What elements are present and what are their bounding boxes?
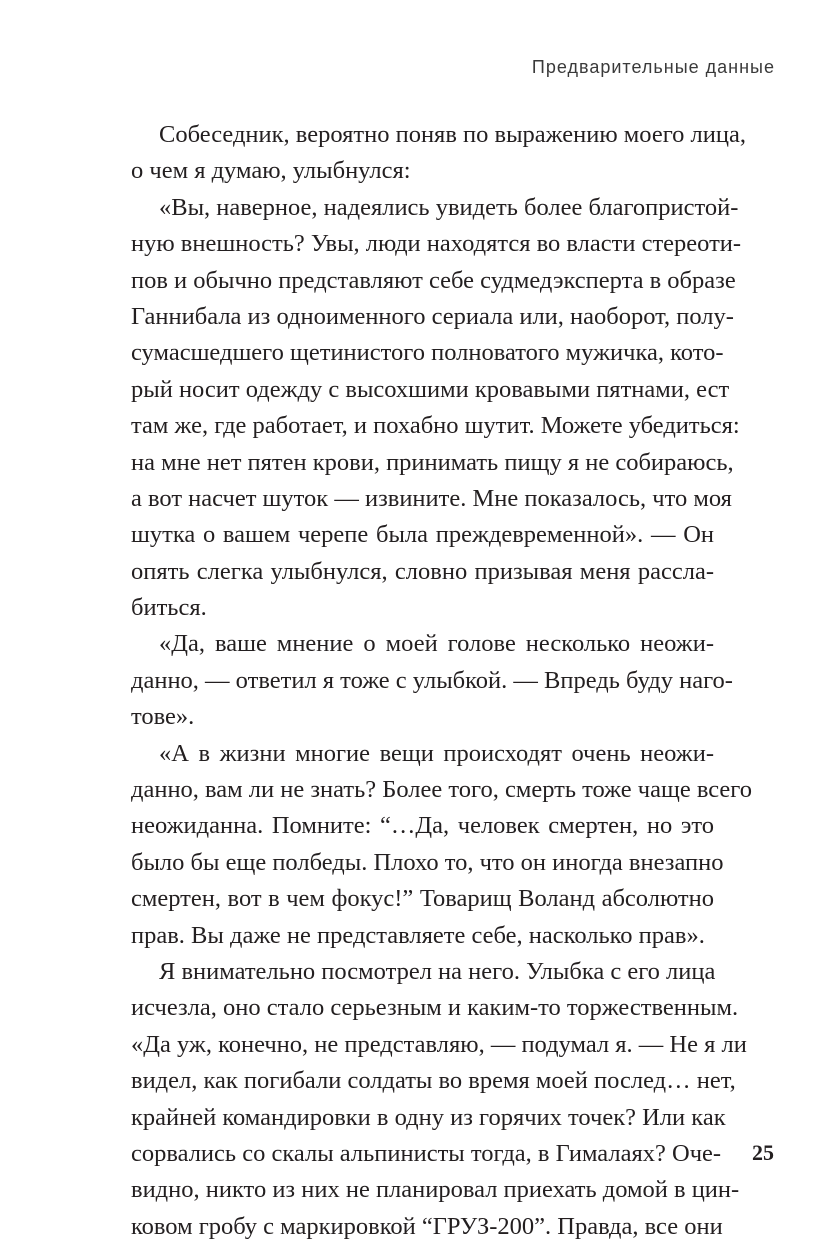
text-line: пов и обычно представляют себе судмедэксперта в образе <box>131 266 736 294</box>
text-line: опять слегка улыбнулся, словно призывая меня рассла- <box>131 557 714 585</box>
text-line: данно, — ответил я тоже с улыбкой. — Впредь буду наго- <box>131 666 733 694</box>
text-line: сорвались со скалы альпинисты тогда, в Гималаях? Оче- <box>131 1139 722 1167</box>
text-line: исчезла, оно стало серьезным и каким-то торжественным. <box>131 994 739 1022</box>
text-line: ную внешность? Увы, люди находятся во власти стереоти- <box>131 230 742 258</box>
text-line: видно, никто из них не планировал приехать домой в цин- <box>131 1176 740 1204</box>
text-line: сумасшедшего щетинистого полноватого мужичка, кото- <box>131 339 724 367</box>
text-line: прав. Вы даже не представляете себе, насколько прав». <box>131 921 705 949</box>
running-header: Предварительные данные <box>531 57 775 77</box>
text-line: неожиданна. Помните: “…Да, человек смертен, но это <box>131 812 714 840</box>
text-line: «Вы, наверное, надеялись увидеть более благопристой- <box>159 193 739 221</box>
text-line: крайней командировки в одну из горячих точек? Или как <box>131 1103 726 1131</box>
text-line: а вот насчет шуток — извините. Мне показалось, что моя <box>131 484 732 512</box>
text-line: было бы еще полбеды. Плохо то, что он иногда внезапно <box>131 848 724 876</box>
text-line: шутка о вашем черепе была преждевременной». — Он <box>131 521 714 549</box>
page-number: 25 <box>752 1140 774 1165</box>
text-line: о чем я думаю, улыбнулся: <box>131 157 411 185</box>
text-line: Я внимательно посмотрел на него. Улыбка с его лица <box>159 957 716 985</box>
text-line: смертен, вот в чем фокус!” Товарищ Воланд абсолютно <box>131 885 714 913</box>
text-line: данно, вам ли не знать? Более того, смерть тоже чаще всего <box>131 776 752 804</box>
text-line: ковом гробу с маркировкой “ГРУЗ-200”. Правда, все они <box>131 1212 723 1240</box>
body-text <box>131 117 752 1245</box>
text-line: «Да уж, конечно, не представляю, — подумал я. — Не я ли <box>131 1030 747 1058</box>
text-line: там же, где работает, и похабно шутит. Можете убедиться: <box>131 412 740 440</box>
text-line: Ганнибала из одноименного сериала или, наоборот, полу- <box>131 302 734 330</box>
text-line: «Да, ваше мнение о моей голове несколько неожи- <box>159 630 714 658</box>
text-line: биться. <box>131 594 207 622</box>
text-line: на мне нет пятен крови, принимать пищу я не собираюсь, <box>131 448 734 476</box>
text-line: «А в жизни многие вещи происходят очень неожи- <box>159 739 714 767</box>
text-line: Собеседник, вероятно поняв по выражению моего лица, <box>159 121 746 148</box>
text-line: видел, как погибали солдаты во время моей послед… нет, <box>131 1067 736 1095</box>
text-line: тове». <box>131 703 195 731</box>
text-line: рый носит одежду с высохшими кровавыми пятнами, ест <box>131 375 730 403</box>
